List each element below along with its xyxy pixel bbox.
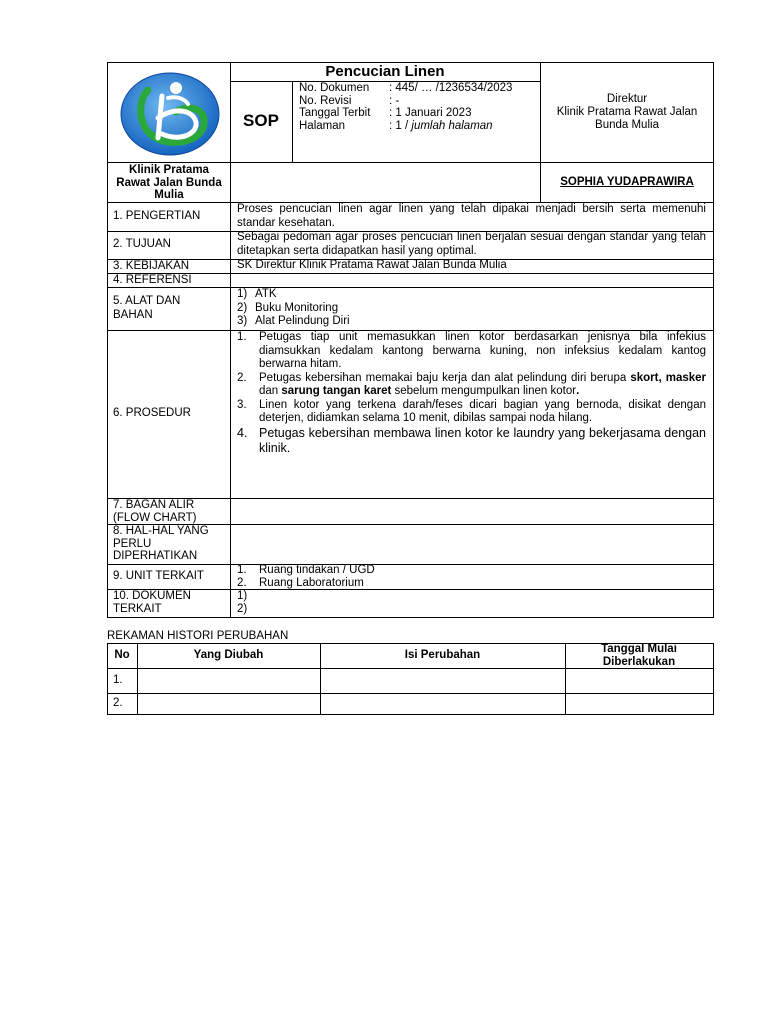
section-label-hal-hal: 8. HAL-HAL YANG PERLU DIPERHATIKAN bbox=[113, 525, 209, 562]
list-text: ATK bbox=[255, 288, 277, 300]
director-org: Klinik Pratama Rawat Jalan Bunda Mulia bbox=[556, 106, 698, 131]
list-number: 2) bbox=[237, 301, 248, 314]
step-text: Petugas tiap unit memasukkan linen kotor berdasarkan jenisnya bila infekius diamsukkan kedalam kantong berwarna kuning, non infeksius kedalam kantog berwarna hitam. bbox=[259, 331, 706, 370]
meta-row bbox=[299, 107, 539, 120]
director-title: Direktur bbox=[606, 93, 648, 105]
step-text: Petugas kebersihan membawa linen kotor ke laundry yang bekerjasama dengan klinik. bbox=[259, 425, 706, 455]
list-number: 1) bbox=[237, 590, 248, 602]
list-item bbox=[237, 315, 706, 329]
step-text: Petugas kebersihan memakai baju kerja dan alat pelindung diri berupa bbox=[259, 371, 631, 384]
meta-label: No. Dokumen bbox=[299, 82, 370, 94]
procedure-step bbox=[237, 399, 706, 426]
history-title: REKAMAN HISTORI PERUBAHAN bbox=[107, 630, 289, 642]
alat-bahan-list bbox=[237, 288, 706, 329]
col-line bbox=[713, 643, 714, 714]
dokumen-terkait-list bbox=[237, 590, 706, 616]
meta-value: : 445/ … /1236534/2023 bbox=[389, 82, 513, 94]
list-text: Alat Pelindung Diri bbox=[255, 315, 350, 327]
meta-value: : 1 / bbox=[389, 119, 409, 132]
header-row-line bbox=[107, 162, 714, 163]
meta-value: : 1 Januari 2023 bbox=[389, 107, 472, 119]
table-border-right bbox=[713, 62, 714, 617]
section-label-kebijakan: 3. KEBIJAKAN bbox=[113, 260, 190, 272]
meta-row bbox=[299, 120, 539, 133]
section-label-tujuan: 2. TUJUAN bbox=[113, 238, 171, 250]
step-text: sebelum mengumpulkan linen kotor bbox=[391, 385, 577, 397]
list-number: 1) bbox=[237, 288, 248, 300]
list-text: Ruang Laboratorium bbox=[259, 576, 364, 589]
procedure-step bbox=[237, 426, 706, 456]
kebijakan-text: SK Direktur Klinik Pratama Rawat Jalan Bunda Mulia bbox=[237, 259, 507, 271]
list-item bbox=[237, 577, 706, 590]
table-border-bottom bbox=[107, 617, 714, 618]
tujuan-text: Sebagai pedoman agar proses pencucian linen berjalan sesuai dengan standar yang telah ditetapkan serta didapatkan hasil yang optimal. bbox=[237, 231, 706, 257]
meta-row bbox=[299, 95, 539, 108]
step-text-bold: . bbox=[576, 385, 580, 397]
document-meta bbox=[299, 82, 539, 132]
step-text: dan bbox=[259, 385, 282, 397]
step-number: 3. bbox=[237, 398, 247, 411]
list-number: 1. bbox=[237, 564, 247, 576]
document-title: Pencucian Linen bbox=[325, 63, 445, 80]
header-divider-1 bbox=[230, 62, 231, 202]
col-line bbox=[565, 643, 566, 714]
sop-label: SOP bbox=[243, 111, 279, 130]
history-header-yang-diubah: Yang Diubah bbox=[193, 649, 264, 661]
history-row-no: 2. bbox=[113, 697, 123, 709]
clinic-name: Klinik Pratama Rawat Jalan Bunda Mulia bbox=[116, 164, 222, 201]
list-text: Buku Monitoring bbox=[255, 301, 339, 314]
step-text-bold: sarung tangan karet bbox=[281, 385, 392, 397]
step-number: 2. bbox=[237, 371, 247, 384]
step-text-bold: skort, masker bbox=[630, 371, 707, 384]
meta-label: No. Revisi bbox=[299, 94, 352, 107]
list-number: 2. bbox=[237, 576, 247, 589]
section-label-prosedur: 6. PROSEDUR bbox=[113, 407, 191, 419]
procedure-step bbox=[237, 331, 706, 372]
section-label-unit-terkait: 9. UNIT TERKAIT bbox=[113, 570, 204, 582]
history-row-no: 1. bbox=[113, 674, 123, 686]
section-label-dokumen-terkait: 10. DOKUMEN TERKAIT bbox=[113, 590, 191, 615]
history-header-tanggal: Tanggal Mulai Diberlakukan bbox=[601, 643, 677, 668]
prosedur-steps bbox=[237, 331, 706, 456]
list-item bbox=[237, 590, 706, 603]
history-header-isi-perubahan: Isi Perubahan bbox=[404, 649, 481, 661]
list-number: 2) bbox=[237, 603, 248, 615]
meta-value: : - bbox=[389, 94, 400, 107]
list-text: Ruang tindakan / UGD bbox=[259, 564, 375, 576]
unit-terkait-list bbox=[237, 564, 706, 589]
row-line bbox=[107, 693, 714, 694]
pengertian-text: Proses pencucian linen agar linen yang telah dipakai menjadi bersih serta memenuhi standar kesehatan. bbox=[237, 203, 706, 229]
section-label-bagan-alir: 7. BAGAN ALIR (FLOW CHART) bbox=[113, 499, 197, 524]
list-item bbox=[237, 603, 706, 616]
section-label-alat-bahan: 5. ALAT DAN BAHAN bbox=[113, 295, 181, 321]
body-column-divider bbox=[230, 202, 231, 617]
list-item bbox=[237, 564, 706, 577]
row-line bbox=[107, 714, 714, 715]
meta-value-italic: jumlah halaman bbox=[411, 119, 493, 132]
section-label-referensi: 4. REFERENSI bbox=[113, 274, 192, 286]
step-text: Linen kotor yang terkena darah/feses dicari bagian yang bernoda, disikat dengan deterjen, didiamkan selama 10 menit, dibilas sampai noda hilang. bbox=[259, 398, 706, 424]
clinic-logo bbox=[118, 68, 222, 158]
list-item bbox=[237, 288, 706, 302]
list-number: 3) bbox=[237, 315, 248, 327]
table-border-left bbox=[107, 62, 108, 617]
meta-label: Tanggal Terbit bbox=[299, 107, 371, 119]
row-line bbox=[107, 668, 714, 669]
step-number: 1. bbox=[237, 331, 247, 343]
history-header-no: No bbox=[114, 649, 130, 661]
procedure-step bbox=[237, 372, 706, 399]
list-item bbox=[237, 302, 706, 316]
section-label-pengertian: 1. PENGERTIAN bbox=[113, 210, 201, 222]
step-number: 4. bbox=[237, 425, 248, 440]
director-name: SOPHIA YUDAPRAWIRA bbox=[560, 176, 694, 188]
meta-row bbox=[299, 82, 539, 95]
meta-label: Halaman bbox=[299, 119, 346, 132]
header-divider-3 bbox=[292, 81, 293, 162]
director-block bbox=[541, 93, 713, 132]
